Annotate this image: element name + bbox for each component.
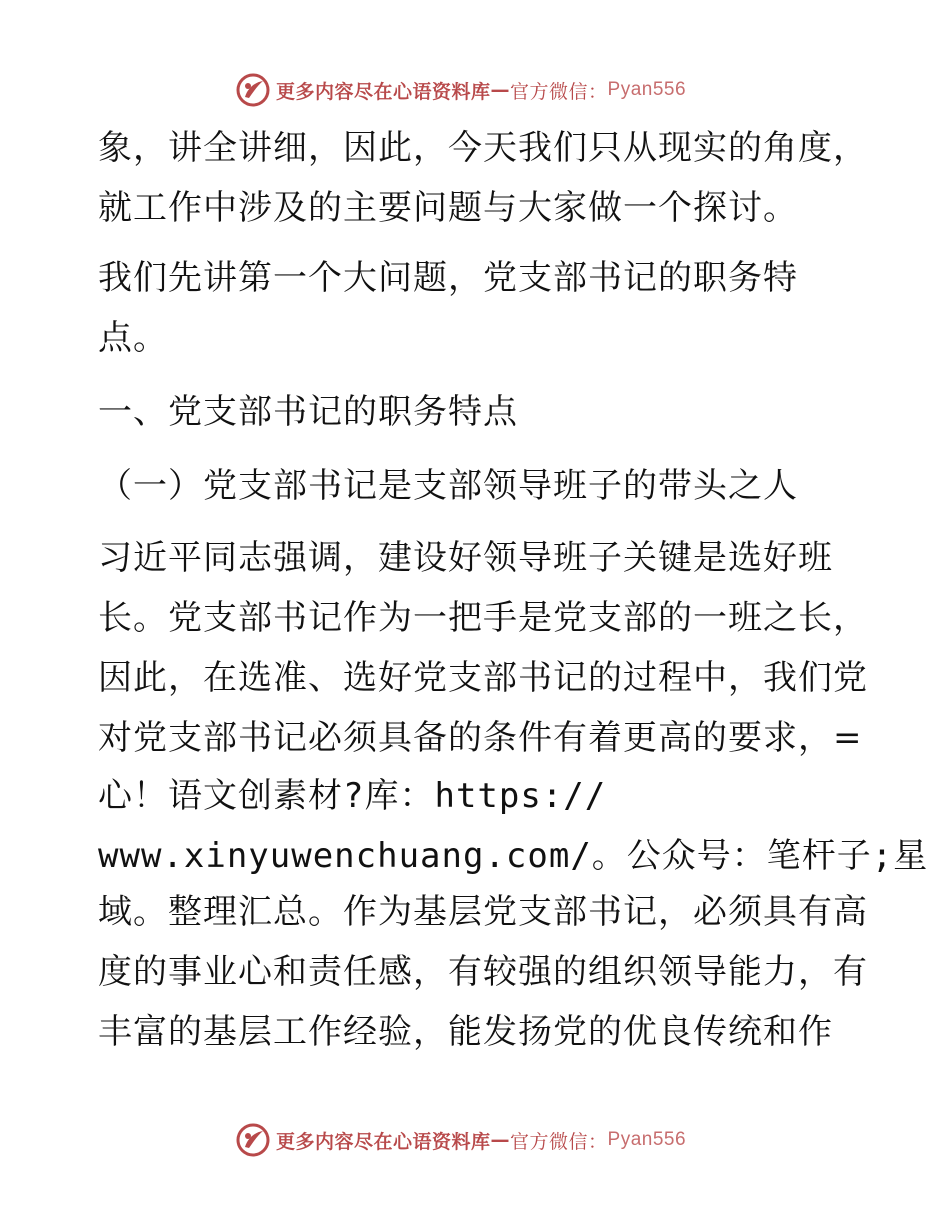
body-line: www.xinyuwenchuang.com/。公众号：笔杆子;星 <box>98 836 929 876</box>
banner-wechat-id: Pyan556 <box>607 79 687 100</box>
body-line: 丰富的基层工作经验，能发扬党的优良传统和作 <box>98 1012 833 1052</box>
body-line: 域。整理汇总。作为基层党支部书记，必须具有高 <box>98 892 868 932</box>
body-line: 对党支部书记必须具备的条件有着更高的要求，= <box>98 718 863 758</box>
subsection-heading: （一）党支部书记是支部领导班子的带头之人 <box>98 466 798 506</box>
body-line: 点。 <box>98 318 168 358</box>
body-line: 习近平同志强调，建设好领导班子关键是选好班 <box>98 538 833 578</box>
brand-logo-icon <box>236 73 270 107</box>
header-watermark-banner <box>236 70 686 110</box>
section-heading: 一、党支部书记的职务特点 <box>98 392 518 432</box>
body-line: 长。党支部书记作为一把手是党支部的一班之长， <box>98 598 868 638</box>
body-line: 就工作中涉及的主要问题与大家做一个探讨。 <box>98 188 798 228</box>
body-line: 心！语文创素材?库：https:// <box>98 776 607 816</box>
body-line: 象，讲全讲细，因此，今天我们只从现实的角度， <box>98 128 868 168</box>
footer-watermark-banner <box>236 1120 686 1160</box>
banner-wechat-label: 官方微信： <box>510 80 608 103</box>
body-line: 我们先讲第一个大问题，党支部书记的职务特 <box>98 258 798 298</box>
body-line: 度的事业心和责任感，有较强的组织领导能力，有 <box>98 952 868 992</box>
banner-title: 更多内容尽在心语资料库 <box>276 80 491 103</box>
banner-separator: — <box>490 79 511 101</box>
brand-logo-icon <box>236 1123 270 1157</box>
banner-title: 更多内容尽在心语资料库 <box>276 1130 491 1153</box>
banner-wechat-id: Pyan556 <box>607 1129 687 1150</box>
banner-wechat-label: 官方微信： <box>510 1130 608 1153</box>
banner-separator: — <box>490 1129 511 1151</box>
body-line: 因此，在选准、选好党支部书记的过程中，我们党 <box>98 658 868 698</box>
